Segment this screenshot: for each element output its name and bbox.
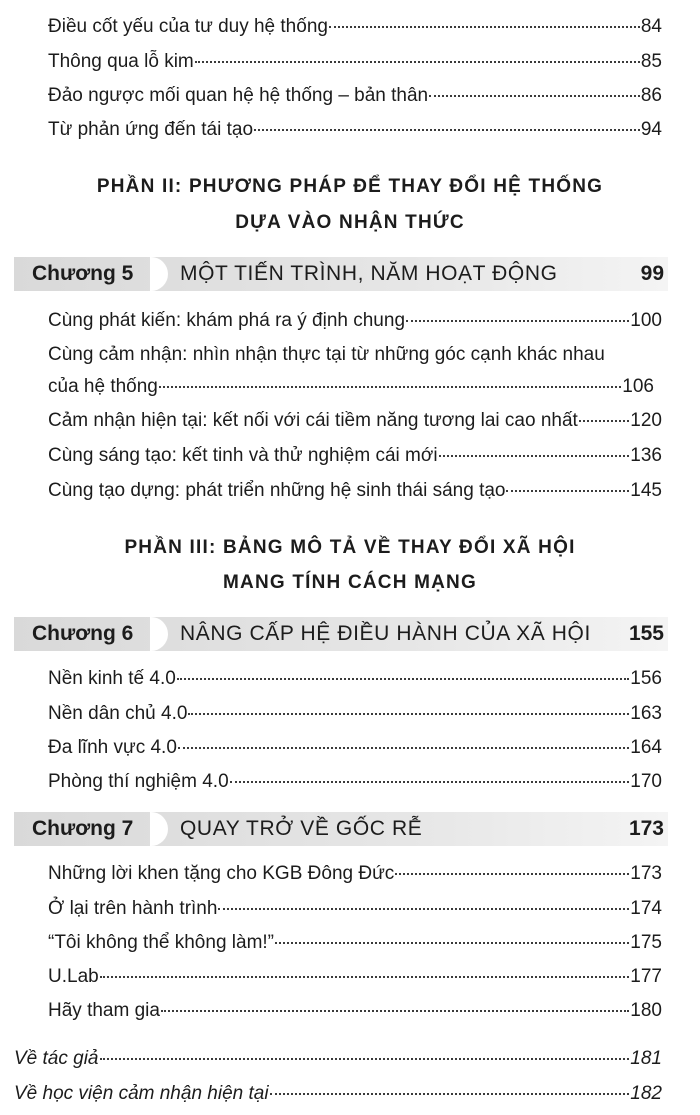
toc-entry[interactable] (48, 897, 662, 921)
chapter-label: Chương 5 (32, 262, 134, 285)
part-subtitle: DỰA VÀO NHẬN THỨC (235, 212, 465, 233)
dot-leader (275, 942, 629, 944)
toc-entry-page: 181 (630, 1048, 662, 1069)
chapter-heading[interactable] (14, 257, 668, 291)
chapter-page: 155 (628, 622, 664, 645)
toc-entry-title: Cùng tạo dựng: phát triển những hệ sinh thái sáng tạo (48, 480, 506, 501)
toc-entry-title: Về tác giả (14, 1048, 99, 1069)
chapter-page: 173 (628, 817, 664, 840)
chapter-title: NÂNG CẤP HỆ ĐIỀU HÀNH CỦA XÃ HỘI (180, 622, 591, 645)
toc-entry-title: Những lời khen tặng cho KGB Đông Đức (48, 863, 395, 884)
toc-entry[interactable] (48, 770, 662, 794)
chapter-label: Chương 7 (32, 817, 134, 840)
toc-entry-page: 156 (630, 668, 662, 689)
toc-entry-page: 182 (630, 1083, 662, 1104)
dot-leader (218, 908, 629, 910)
toc-entry-page: 174 (630, 898, 662, 919)
toc-entry-page: 175 (630, 932, 662, 953)
part-title: PHẦN III: BẢNG MÔ TẢ VỀ THAY ĐỔI XÃ HỘI (124, 537, 576, 558)
chapter-heading[interactable] (14, 617, 668, 651)
toc-entry-page: 163 (630, 703, 662, 724)
toc-entry[interactable] (48, 118, 662, 142)
toc-entry[interactable] (48, 702, 662, 726)
toc-entry-page: 164 (630, 737, 662, 758)
toc-entry[interactable] (48, 444, 662, 468)
dot-leader (195, 61, 640, 63)
toc-entry-title: Điều cốt yếu của tư duy hệ thống (48, 16, 328, 37)
dot-leader (188, 713, 629, 715)
toc-entry-title: Về học viện cảm nhận hiện tại (14, 1083, 269, 1104)
dot-leader (254, 129, 640, 131)
chapter-title: MỘT TIẾN TRÌNH, NĂM HOẠT ĐỘNG (180, 262, 558, 285)
toc-entry-page: 86 (640, 85, 662, 106)
dot-leader (100, 1058, 630, 1060)
toc-entry-title: Cùng phát kiến: khám phá ra ý định chung (48, 310, 406, 331)
toc-entry-title: Từ phản ứng đến tái tạo (48, 119, 254, 140)
toc-entry[interactable] (48, 84, 662, 108)
dot-leader (230, 781, 630, 783)
toc-entry-page: 106 (622, 376, 654, 397)
toc-entry[interactable] (48, 15, 662, 39)
toc-entry-page: 120 (630, 410, 662, 431)
toc-entry-title: U.Lab (48, 966, 99, 987)
toc-entry[interactable] (48, 862, 662, 886)
toc-entry[interactable] (48, 50, 662, 74)
chapter-label: Chương 6 (32, 622, 134, 645)
toc-entry-title: Nền dân chủ 4.0 (48, 703, 188, 724)
toc-entry-title: của hệ thống (48, 376, 158, 397)
part-subtitle: MANG TÍNH CÁCH MẠNG (223, 572, 477, 593)
dot-leader (429, 95, 640, 97)
toc-entry[interactable] (48, 931, 662, 955)
chapter-page: 99 (640, 262, 664, 285)
dot-leader (178, 747, 629, 749)
toc-entry[interactable] (48, 375, 654, 399)
toc-entry-title: “Tôi không thể không làm!” (48, 932, 275, 953)
toc-entry[interactable] (48, 999, 662, 1023)
dot-leader (579, 420, 629, 422)
toc-entry-title: Phòng thí nghiệm 4.0 (48, 771, 229, 792)
toc-entry-title: Ở lại trên hành trình (48, 898, 218, 919)
toc-entry-back-matter[interactable] (14, 1047, 662, 1071)
toc-entry-back-matter[interactable] (14, 1082, 662, 1106)
toc-entry-page: 177 (630, 966, 662, 987)
dot-leader (100, 976, 630, 978)
toc-entry-page: 85 (640, 51, 662, 72)
toc-entry-title: Hãy tham gia (48, 1000, 160, 1021)
toc-entry-page: 180 (630, 1000, 662, 1021)
toc-entry-title: Nền kinh tế 4.0 (48, 668, 176, 689)
toc-entry[interactable] (48, 479, 662, 503)
toc-entry-page: 170 (630, 771, 662, 792)
toc-entry[interactable] (48, 409, 662, 433)
toc-entry-page: 94 (640, 119, 662, 140)
dot-leader (177, 678, 629, 680)
chapter-title: QUAY TRỞ VỀ GỐC RỄ (180, 817, 423, 840)
dot-leader (270, 1093, 630, 1095)
dot-leader (506, 490, 629, 492)
toc-entry-title: Đảo ngược mối quan hệ hệ thống – bản thân (48, 85, 429, 106)
dot-leader (161, 1010, 629, 1012)
toc-entry-page: 136 (630, 445, 662, 466)
toc-entry-title-line[interactable]: Cùng cảm nhận: nhìn nhận thực tại từ những góc cạnh khác nhau (48, 344, 605, 365)
toc-entry[interactable] (48, 736, 662, 760)
part-title: PHẦN II: PHƯƠNG PHÁP ĐỂ THAY ĐỔI HỆ THỐNG (96, 176, 604, 197)
dot-leader (439, 455, 630, 457)
dot-leader (395, 873, 629, 875)
chapter-heading[interactable] (14, 812, 668, 846)
dot-leader (159, 386, 621, 388)
toc-entry-title: Cảm nhận hiện tại: kết nối với cái tiềm năng tương lai cao nhất (48, 410, 578, 431)
toc-entry[interactable] (48, 309, 662, 333)
toc-entry-title: Đa lĩnh vực 4.0 (48, 737, 177, 758)
toc-entry[interactable] (48, 965, 662, 989)
dot-leader (329, 26, 640, 28)
toc-entry-page: 145 (630, 480, 662, 501)
toc-entry-title: Thông qua lỗ kim (48, 51, 194, 72)
toc-entry[interactable] (48, 667, 662, 691)
toc-entry-page: 84 (640, 16, 662, 37)
toc-entry-page: 100 (630, 310, 662, 331)
toc-entry-page: 173 (630, 863, 662, 884)
dot-leader (406, 320, 629, 322)
toc-entry-title: Cùng sáng tạo: kết tinh và thử nghiệm cái mới (48, 445, 438, 466)
